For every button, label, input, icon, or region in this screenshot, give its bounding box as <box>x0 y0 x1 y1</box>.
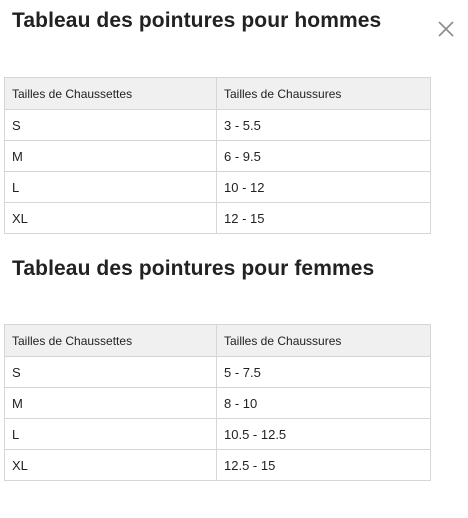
shoe-size-cell: 10 - 12 <box>217 172 431 203</box>
shoe-size-cell: 6 - 9.5 <box>217 141 431 172</box>
table-row <box>5 357 431 388</box>
table-row <box>5 172 431 203</box>
shoe-size-cell: 12.5 - 15 <box>217 450 431 481</box>
shoe-size-cell: 5 - 7.5 <box>217 357 431 388</box>
sock-size-cell: M <box>5 388 217 419</box>
sock-size-cell: XL <box>5 450 217 481</box>
table-header-row <box>5 78 431 110</box>
table-row <box>5 388 431 419</box>
men-size-table <box>4 77 431 234</box>
sock-size-cell: M <box>5 141 217 172</box>
table-row <box>5 450 431 481</box>
shoe-size-cell: 3 - 5.5 <box>217 110 431 141</box>
table-row <box>5 419 431 450</box>
shoe-size-cell: 12 - 15 <box>217 203 431 234</box>
women-size-chart-title: Tableau des pointures pour femmes <box>12 257 375 280</box>
shoe-size-cell: 8 - 10 <box>217 388 431 419</box>
sock-size-cell: XL <box>5 203 217 234</box>
table-row <box>5 141 431 172</box>
shoe-size-header: Tailles de Chaussures <box>217 325 431 357</box>
sock-size-cell: S <box>5 357 217 388</box>
table-row <box>5 110 431 141</box>
close-button[interactable] <box>436 19 456 39</box>
men-size-chart-title: Tableau des pointures pour hommes <box>12 9 382 32</box>
sock-size-header: Tailles de Chaussettes <box>5 325 217 357</box>
table-row <box>5 203 431 234</box>
sock-size-cell: L <box>5 172 217 203</box>
shoe-size-header: Tailles de Chaussures <box>217 78 431 110</box>
sock-size-header: Tailles de Chaussettes <box>5 78 217 110</box>
shoe-size-cell: 10.5 - 12.5 <box>217 419 431 450</box>
women-size-table <box>4 324 431 481</box>
close-icon <box>436 19 456 39</box>
sock-size-cell: L <box>5 419 217 450</box>
sock-size-cell: S <box>5 110 217 141</box>
table-header-row <box>5 325 431 357</box>
